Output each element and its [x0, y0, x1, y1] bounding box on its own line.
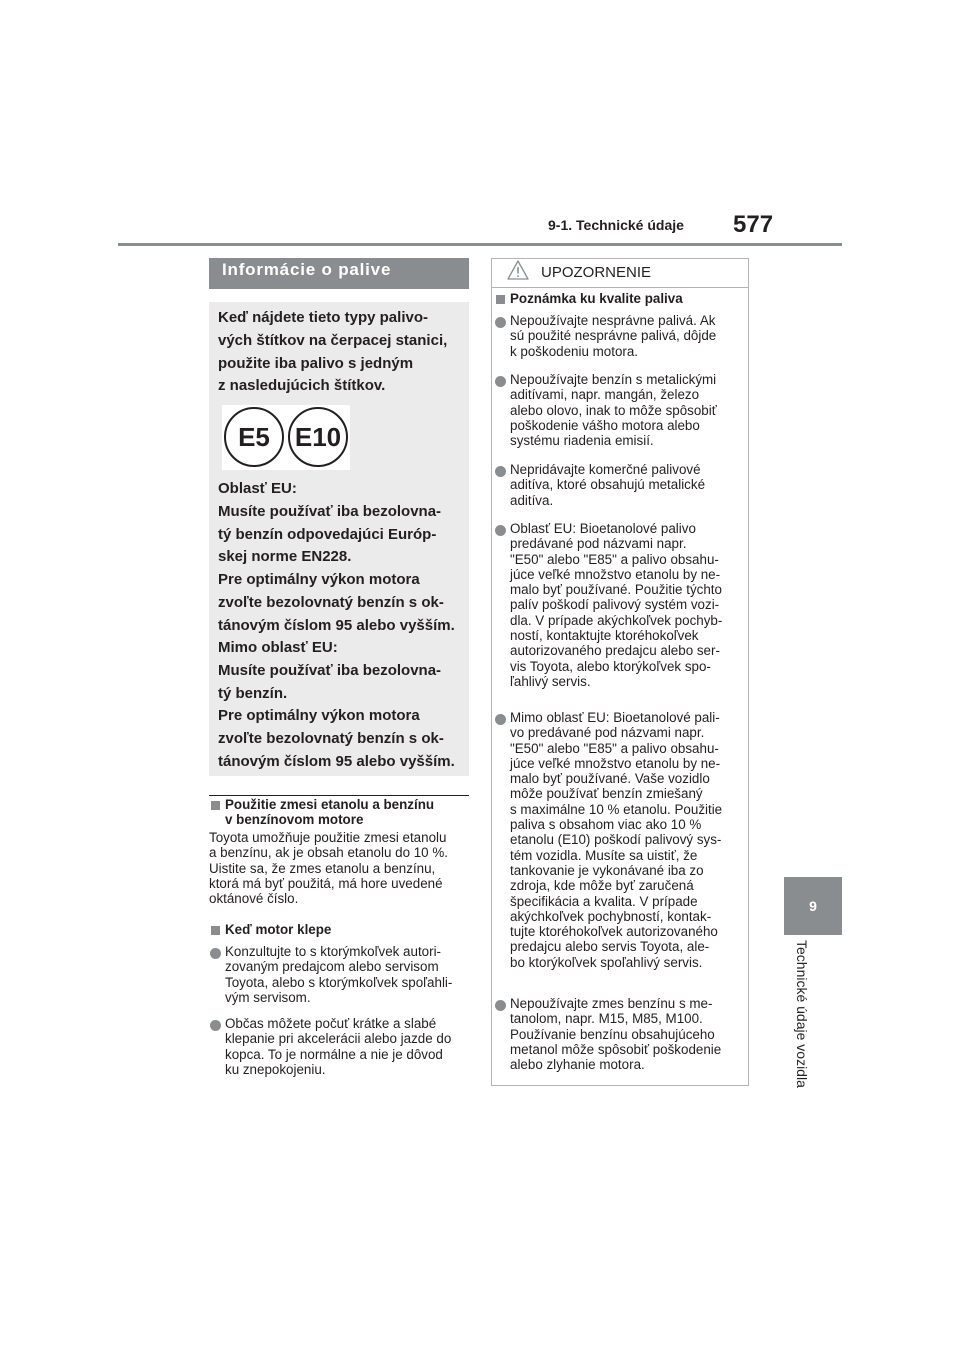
info-box-title: Informácie o palive — [222, 260, 392, 279]
text-line: tánovým číslom 95 alebo vyšším. — [218, 616, 455, 634]
text-line: aditíva. — [510, 492, 554, 508]
text-line: Nepoužívajte nesprávne palivá. Ak — [510, 313, 716, 328]
text-line: Občas môžete počuť krátke a slabé — [225, 1016, 437, 1031]
text-line: zdroja, kde môže byť zaručená — [510, 878, 694, 894]
text-line: Nepoužívajte zmes benzínu s me- — [510, 996, 713, 1011]
round-bullet-icon — [495, 1000, 506, 1011]
text-line: Toyota, alebo s ktorýmkoľvek spoľahli- — [225, 974, 453, 990]
fuel-label-e5: E5 — [224, 407, 284, 467]
text-line: Uistite sa, že zmes etanolu a benzínu, — [209, 860, 436, 876]
text-line: alebo zlyhanie motora. — [510, 1057, 645, 1073]
text-line: Pre optimálny výkon motora — [218, 571, 420, 589]
round-bullet-icon — [495, 317, 506, 328]
round-bullet-icon — [495, 525, 506, 536]
text-line: Mimo oblasť EU: — [218, 639, 338, 656]
chapter-number: 9 — [809, 898, 817, 914]
subsection-divider — [209, 795, 469, 796]
text-line: oktánové číslo. — [209, 891, 299, 907]
text-line: dla. V prípade akýchkoľvek pochyb- — [510, 612, 723, 628]
text-line: ku znepokojeniu. — [225, 1061, 326, 1077]
round-bullet-icon — [495, 714, 506, 725]
text-line: "E50" alebo "E85" a palivo obsahu- — [510, 740, 719, 756]
text-line: kopca. To je normálne a nie je dôvod — [225, 1046, 443, 1062]
warning-bullet-non-eu-bioethanol — [510, 710, 722, 970]
text-line: systému riadenia emisií. — [510, 433, 654, 449]
text-line: tý benzín odpovedajúci Európ- — [218, 525, 437, 543]
subheading-knock: Keď motor klepe — [225, 922, 332, 937]
text-line: môže používať benzín zmiešaný — [510, 786, 703, 802]
text-line: vo predávané pod názvami napr. — [510, 725, 705, 741]
text-line: sú použité nesprávne palivá, dôjde — [510, 328, 717, 344]
fuel-label-e10: E10 — [288, 407, 348, 467]
subheading-ethanol — [225, 797, 434, 828]
text-line: Nepridávajte komerčné palivové — [510, 462, 701, 477]
text-line: metanol môže spôsobiť poškodenie — [510, 1041, 722, 1057]
paragraph-ethanol — [209, 830, 448, 906]
chapter-tab — [784, 877, 842, 935]
text-line: zvoľte bezolovnatý benzín s ok- — [218, 593, 444, 611]
text-line: predávané pod názvami napr. — [510, 536, 687, 552]
text-line: vým servisom. — [225, 989, 311, 1005]
text-line: poškodenie vášho motora alebo — [510, 417, 700, 433]
warning-title: UPOZORNENIE — [541, 264, 652, 281]
text-line: autorizovaného predajcu alebo ser- — [510, 643, 720, 659]
warning-divider — [492, 287, 748, 288]
square-bullet-icon — [211, 926, 220, 935]
text-line: palív poškodí palivový systém vozi- — [510, 597, 720, 613]
warning-bullet-eu-bioethanol — [510, 521, 722, 689]
warning-bullet-additives — [510, 462, 705, 508]
text-line: tanolom, napr. M15, M85, M100. — [510, 1011, 703, 1027]
text-line: tankovanie je vykonávané iba zo — [510, 862, 704, 878]
warning-bullet-methanol — [510, 996, 721, 1072]
text-line: Toyota umožňuje použitie zmesi etanolu — [209, 830, 447, 845]
text-line: použite iba palivo s jedným — [218, 354, 414, 372]
text-line: klepanie pri akcelerácii alebo jazde do — [225, 1031, 452, 1047]
text-line: tujte ktoréhokoľvek autorizovaného — [510, 924, 718, 940]
text-line: bo ktorýkoľvek spoľahlivý servis. — [510, 954, 703, 970]
text-line: malo byť používané. Použitie týchto — [510, 582, 722, 598]
warning-bullet-metallic — [510, 372, 717, 448]
text-line: aditívami, napr. mangán, železo — [510, 387, 700, 403]
text-line: malo byť používané. Vaše vozidlo — [510, 771, 710, 787]
section-title: 9-1. Technické údaje — [548, 217, 684, 233]
text-line: vých štítkov na čerpacej stanici, — [218, 331, 448, 349]
fuel-label-image — [222, 405, 350, 470]
text-line: z nasledujúcich štítkov. — [218, 377, 386, 395]
text-line: etanolu (E10) poškodí palivový sys- — [510, 832, 722, 848]
text-line: Oblasť EU: Bioetanolové palivo — [510, 521, 696, 536]
info-eu — [218, 478, 455, 638]
text-line: ktorá má byť použitá, má hore uvedené — [209, 875, 443, 891]
round-bullet-icon — [495, 466, 506, 477]
text-line: Pre optimálny výkon motora — [218, 707, 420, 725]
text-line: Musíte používať iba bezolovna- — [218, 502, 442, 520]
text-line: júce veľké množstvo etanolu by ne- — [510, 755, 721, 771]
text-line: aditíva, ktoré obsahujú metalické — [510, 477, 706, 493]
page-number: 577 — [733, 211, 774, 238]
text-line: v benzínovom motore — [225, 812, 364, 828]
text-line: Použitie zmesi etanolu a benzínu — [225, 797, 435, 812]
text-line: ností, kontaktujte ktoréhokoľvek — [510, 628, 699, 644]
round-bullet-icon — [495, 376, 506, 387]
bullet-consult — [225, 944, 452, 1005]
text-line: skej norme EN228. — [218, 548, 352, 566]
text-line: Keď nájdete tieto typy palivo- — [218, 309, 428, 326]
square-bullet-icon — [211, 801, 220, 810]
text-line: zovaným predajcom alebo servisom — [225, 959, 439, 975]
text-line: vis Toyota, alebo ktorýkoľvek spo- — [510, 658, 711, 674]
warning-bullet-wrong-fuel — [510, 313, 716, 359]
text-line: predajcu alebo servis Toyota, ale- — [510, 939, 710, 955]
text-line: Musíte používať iba bezolovna- — [218, 661, 442, 679]
info-non-eu — [218, 637, 455, 774]
text-line: tém vozidla. Musíte sa uistiť, že — [510, 847, 698, 863]
chapter-title: Technické údaje vozidla — [794, 940, 810, 1088]
text-line: paliva s obsahom viac ako 10 % — [510, 817, 702, 833]
text-line: tý benzín. — [218, 684, 288, 702]
warning-triangle-icon — [507, 260, 529, 280]
text-line: zvoľte bezolovnatý benzín s ok- — [218, 730, 444, 748]
round-bullet-icon — [210, 948, 221, 959]
text-line: Oblasť EU: — [218, 480, 297, 497]
info-intro — [218, 307, 447, 398]
warning-heading: Poznámka ku kvalite paliva — [510, 291, 683, 306]
text-line: akýchkoľvek pochybností, kontak- — [510, 908, 712, 924]
text-line: Nepoužívajte benzín s metalickými — [510, 372, 717, 387]
text-line: a benzínu, ak je obsah etanolu do 10 %. — [209, 845, 448, 861]
text-line: Používanie benzínu obsahujúceho — [510, 1026, 715, 1042]
text-line: alebo olovo, inak to môže spôsobiť — [510, 402, 717, 418]
text-line: tánovým číslom 95 alebo vyšším. — [218, 752, 455, 770]
text-line: Konzultujte to s ktorýmkoľvek autori- — [225, 944, 442, 959]
round-bullet-icon — [210, 1020, 221, 1031]
header-divider — [118, 243, 842, 246]
square-bullet-icon — [496, 295, 505, 304]
text-line: "E50" alebo "E85" a palivo obsahu- — [510, 551, 719, 567]
text-line: júce veľké množstvo etanolu by ne- — [510, 566, 721, 582]
text-line: s maximálne 10 % etanolu. Použitie — [510, 801, 723, 817]
bullet-knocking-normal — [225, 1016, 451, 1077]
text-line: špecifikácia a kvalita. V prípade — [510, 893, 698, 909]
text-line: k poškodeniu motora. — [510, 343, 639, 359]
text-line: Mimo oblasť EU: Bioetanolové pali- — [510, 710, 720, 725]
text-line: ľahlivý servis. — [510, 673, 591, 689]
